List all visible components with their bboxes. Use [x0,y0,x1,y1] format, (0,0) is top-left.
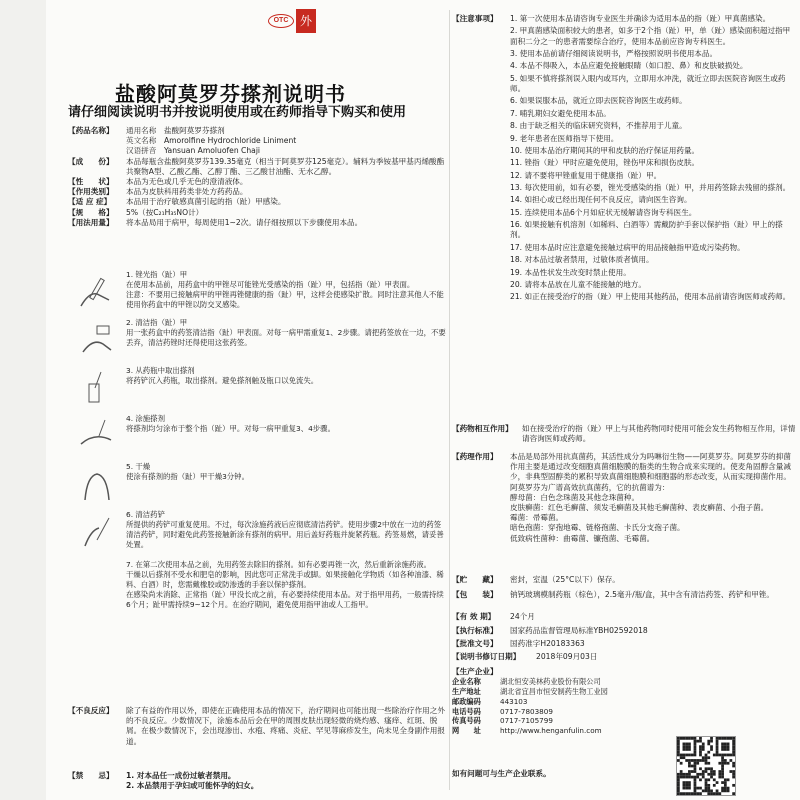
warning-item: 17. 使用本品时应注意避免接触过病甲的用品接触指甲造成污染药物。 [510,242,745,252]
manufacturer-row [452,707,796,717]
document-title: 盐酸阿莫罗芬搽剂说明书 [115,82,346,106]
manufacturer-value: 0717-7803809 [500,706,553,716]
manufacturer-key: 邮政编码 [452,696,481,706]
manufacturer-key: 企业名称 [452,677,481,687]
cleaning-pad-icon [68,318,126,362]
warning-item: 14. 如担心或已经出现任何不良反应，请向医生咨询。 [510,195,692,205]
document-subtitle: 请仔细阅读说明书并按说明使用或在药师指导下购买和使用 [68,105,407,120]
warning-item: 13. 每次使用前，如有必要，锉光受感染的指（趾）甲，并用药签除去残留的搽剂。 [510,183,791,193]
manufacturer-key: 网 址 [452,726,481,736]
usage-step: 6. 清洁药铲 所提供的药铲可重复使用。不过，每次涂施药液后应彻底清洁药铲。使用步骤2中放在一边的药签清洁药铲，同时避免此药签接触新涂有搽剂的病甲。用后盖好药瓶并旋紧药瓶。药签易燃，请妥善处置。 7. 在第二次使用本品之前，先用药签去除旧的搽剂。如有必要再锉一次，然后重新涂施药液。 干燥以后搽剂不受水和肥皂的影响，因此您可正常洗手或脚。如果接触化学物质（如各种油漆、稀料、白酒）时，您需戴橡胶或防渗透的手套以保护搽剂。 在感染尚未消除、正常指（趾）甲没长成之前，有必要持续使用本品。对于指甲用药，一般需持续6个月；趾甲需持续9~12个月。在治疗期间，避免使用指甲油或人工指甲。 [68,510,448,610]
dry-icon [68,462,126,506]
otc-badge: OTC [268,14,294,28]
manufacturer-key: 电话号码 [452,706,481,716]
manufacturer-row [452,687,796,697]
manufacturer-value: 0717-7105799 [500,716,553,726]
warning-item: 10. 使用本品治疗期间其的甲和皮肤的治疗保证用药量。 [510,145,700,155]
drug-name-row: 【药品名称】 通用名称 盐酸阿莫罗芬搽剂 英文名称 Amorolfine Hydrochloride Liniment 汉语拼音 Yansuan Amoluofen Chaji [68,126,297,156]
manufacturer-value: 湖北省宜昌市恒安制药生物工业园 [500,687,608,696]
product-info [68,126,448,228]
category-row: 【作用类别】 本品为皮肤科用药类非处方药药品。 [68,187,248,197]
manufacturer-row [452,716,796,726]
approval-number: 【批准文号】 国药准字H20183363 [452,639,585,648]
warning-item: 16. 如果接触有机溶剂（如稀料、白酒等）需戴防护手套以保护指（趾）甲上的搽剂。 [510,220,783,240]
properties-row: 【性 状】 本品为无色或几乎无色的澄清液体。 [68,177,248,187]
external-use-badge: 外 [296,9,316,33]
usage-row: 【用法用量】 将本品局用于病甲，每周使用1~2次。请仔细按照以下步骤使用本品。 [68,217,363,227]
warning-item: 19. 本品性状发生改变时禁止使用。 [510,267,631,277]
warning-item: 3. 使用本品前请仔细阅读说明书，严格按照说明书使用本品。 [510,48,718,58]
warning-item: 21. 如正在接受治疗的指（趾）甲上使用其他药品，使用本品前请咨询医师或药师。 [510,292,791,302]
ingredients-row: 【成 份】 本品每瓶含盐酸阿莫罗芬139.35毫克（相当于阿莫罗芬125毫克）。辅料为季铵基甲基丙烯酸酯共聚物A型、乙酸乙酯、乙醇丁酯、三乙酸甘油酯、无水乙醇。 [68,156,445,176]
warning-item: 4. 本品不得吸入，本品应避免接触眼睛（如口腔、鼻）和皮肤破损处。 [510,61,748,71]
storage: 【贮 藏】 密封，室温（25°C以下）保存。 [452,575,620,584]
warning-item: 6. 如果误服本品，就近立即去医院咨询医生或药师。 [510,96,687,106]
warning-item: 20. 请将本品放在儿童不能接触的地方。 [510,280,646,290]
nail-file-icon [68,270,126,314]
usage-step: 2. 清洁指（趾）甲 用一张药盒中的药签清洁指（趾）甲表面。对每一病甲需重复1、2步骤。请把药签放在一边，不要丢弃，清洁药锉时还得使用这张药签。 [68,318,448,362]
manufacturer-key: 传真号码 [452,716,481,726]
warning-item: 1. 第一次使用本品请咨询专业医生并确诊为适用本品的指（趾）甲真菌感染。 [510,14,771,23]
manufacturer-row [452,726,796,736]
usage-step: 3. 从药瓶中取出搽剂 将药铲沉入药瓶，取出搽剂。避免搽剂触及瓶口以免流失。 [68,366,448,410]
pharmacology: 【药理作用】 本品是局部外用抗真菌药，其活性成分为吗啉衍生物——阿莫罗芬。阿莫罗芬的抑菌作用主要是通过改变细胞真菌细胞膜的脂类的生物合成来实现的。使麦角固醇含量减少，非典型固醇类的累积导致真菌细胞膜和细胞器的形态改变，从而实现抑菌作用。 阿莫罗芬为广谱高效抗真菌药，它的抗菌谱为： 酵母菌：白色念珠菌及其他念珠菌种。 皮肤癣菌：红色毛癣菌、须发毛癣菌及其他毛癣菌种、表皮癣菌、小孢子菌。 霉菌：帚霉菌。 暗色孢菌：穿孢地霉、链格孢菌、卡氏分支孢子菌。 低致病性菌种：曲霉菌、镰孢菌、毛霉菌。 [452,452,791,543]
drug-interactions: 【药物相互作用】 如在接受治疗的指（趾）甲上与其他药物同时使用可能会发生药物相互作用，详情请咨询医师或药师。 [452,424,796,444]
manufacturer-row [452,697,796,707]
right-column [452,0,796,800]
column-divider [449,10,450,790]
spec-row: 【规 格】 5%（按C₂₁H₃₅NO计） [68,207,204,217]
usage-step: 5. 干燥 使涂有搽剂的指（趾）甲干燥3分钟。 [68,462,448,506]
contraindications: 【禁 忌】 1. 对本品任一成份过敏者禁用。 2. 本品禁用于孕妇或可能怀孕的妇女。 [68,771,259,791]
warning-item: 9. 老年患者在医师指导下使用。 [510,133,619,143]
usage-steps [68,270,448,614]
usage-step: 4. 涂施搽剂 将搽剂均匀涂布于整个指（趾）甲。对每一病甲重复3、4步骤。 [68,414,448,458]
clean-spatula-icon [68,510,126,554]
indication-row: 【适 应 症】 本品用于治疗敏感真菌引起的指（趾）甲感染。 [68,197,286,207]
pinyin-name: Yansuan Amoluofen Chaji [163,146,261,156]
manufacturer: 【生产企业】 企业名称 湖北恒安美林药业股份有限公司 生产地址 湖北省宜昌市恒安制药生物工业园 邮政编码 443103 电话号码 0717-7803809 传真号码 0717-7105799 网 址 http://www.henganfulin.com [452,667,796,736]
warning-item: 7. 哺乳期妇女避免使用本品。 [510,108,611,118]
warning-item: 8. 由于缺乏相关的临床研究资料，不推荐用于儿童。 [510,121,687,131]
manufacturer-value: 443103 [500,696,528,706]
qr-code [676,736,736,796]
warning-item: 5. 如果不慎将搽剂误入眼内或耳内，立即用水冲洗，就近立即去医院咨询医生或药师。 [510,73,786,93]
manufacturer-row [452,677,796,687]
apply-icon [68,414,126,458]
left-column [68,0,448,800]
warnings: 【注意事项】 1. 第一次使用本品请咨询专业医生并确诊为适用本品的指（趾）甲真菌感染。 2. 甲真菌感染面积较大的患者，如多于2个指（趾）甲，单（趾）感染面积超过指甲面积二分之一的患者需要综合治疗，使用本品前应咨询专科医生。 3. 使用本品前请仔细阅读说明书，严格按照说明书使用本品。 4. 本品不得吸入，本品应避免接触眼睛（如口腔、鼻）和皮肤破损处。 5. 如果不慎将搽剂误入眼内或耳内，立即用水冲洗，就近立即去医院咨询医生或药师。 6. 如果误服本品，就近立即去医院咨询医生或药师。 7. 哺乳期妇女避免使用本品。 8. 由于缺乏相关的临床研究资料，不推荐用于儿童。 9. 老年患者在医师指导下使用。 10. 使用本品治疗期间其的甲和皮肤的治疗保证用药量。 11. 锉指（趾）甲时应避免使用，锉伤甲床和损伤皮肤。 12. 请不要将甲锉重复用于健康指（趾）甲。 13. 每次使用前，如有必要，锉光受感染的指（趾）甲，并用药签除去残留的搽剂。 14. 如担心或已经出现任何不良反应，请向医生咨询。 15. 连续使用本品6个月如症状无缓解请咨询专科医生。 16. 如果接触有机溶剂（如稀料、白酒等）需戴防护手套以保护指（趾）甲上的搽剂。 17. 使用本品时应注意避免接触过病甲的用品接触指甲造成污染药物。 18. 对本品过敏者禁用，过敏体质者慎用。 19. 本品性状发生改变时禁止使用。 20. 请将本品放在儿童不能接触的地方。 21. 如正在接受治疗的指（趾）甲上使用其他药品，使用本品前请咨询医师或药师。 [452,14,796,305]
manufacturer-key: 生产地址 [452,687,481,696]
drug-name-label: 【药品名称】 [68,126,114,135]
contact-note: 如有问题可与生产企业联系。 [452,769,551,778]
package: 【包 装】 钠钙玻璃模制药瓶（棕色），2.5毫升/瓶/盒，其中含有清洁药签、药铲和甲锉。 [452,590,774,599]
manufacturer-value: http://www.henganfulin.com [500,726,602,736]
manufacturer-value: 湖北恒安美林药业股份有限公司 [500,677,601,687]
adverse-reactions: 【不良反应】 除了有益的作用以外，即使在正确使用本品的情况下，治疗期间也可能出现一些除治疗作用之外的不良反应。少数情况下，涂施本品后会在甲的周围皮肤出现轻微的烧灼感、瘙痒、红斑、脱屑。在极少数情况下，会出现渗出、水疱、疼痛、炎症、罕见荨麻疹发生，尚未见全身副作用报道。 [68,706,445,746]
exec-standard: 【执行标准】 国家药品监督管理局标准YBH02592018 [452,626,648,635]
warning-item: 15. 连续使用本品6个月如症状无缓解请咨询专科医生。 [510,207,697,217]
warning-item: 2. 甲真菌感染面积较大的患者，如多于2个指（趾）甲，单（趾）感染面积超过指甲面积二分之一的患者需要综合治疗，使用本品前应咨询专科医生。 [510,26,791,46]
warning-item: 11. 锉指（趾）甲时应避免使用，锉伤甲床和损伤皮肤。 [510,158,700,168]
english-name: Amorolfine Hydrochloride Liniment [163,136,297,146]
warning-item: 18. 对本品过敏者禁用，过敏体质者慎用。 [510,255,654,265]
generic-name: 盐酸阿莫罗芬搽剂 [163,126,225,135]
revision-date: 【说明书修订日期】 2018年09月03日 [452,652,598,661]
usage-step: 1. 锉光指（趾）甲 在使用本品前，用药盒中的甲锉尽可能锉光受感染的指（趾）甲，包括指（趾）甲表面。 注意：不要用已接触病甲的甲锉再锉健康的指（趾）甲，这样会使感染扩散。同时注意其他人不能使用你药盒中的甲锉以防交叉感染。 [68,270,448,314]
warning-item: 12. 请不要将甲锉重复用于健康指（趾）甲。 [510,170,662,180]
bottle-spatula-icon [68,366,126,410]
validity: 【有 效 期】 24个月 [452,612,535,621]
